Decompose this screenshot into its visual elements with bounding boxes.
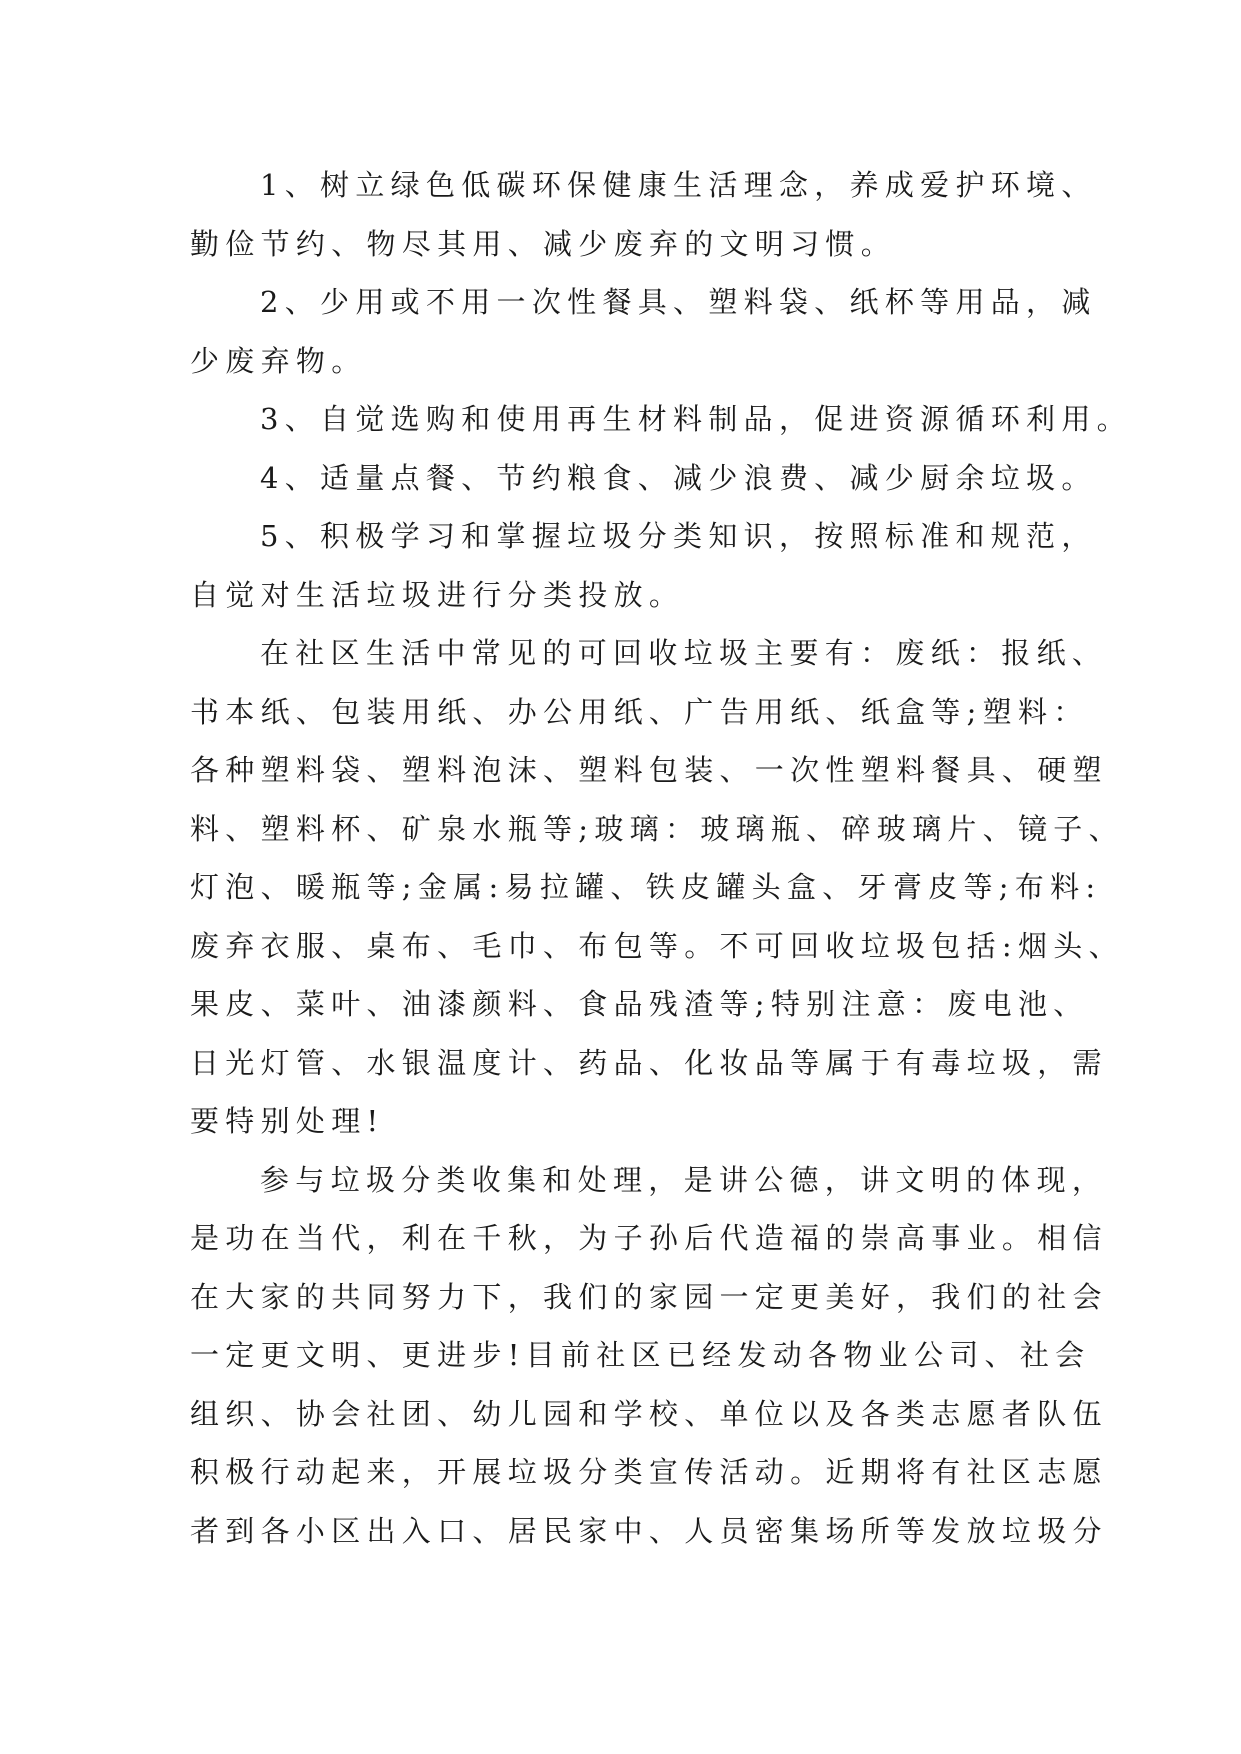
text-line: 各种塑料袋、塑料泡沫、塑料包装、一次性塑料餐具、硬塑 [190,753,1108,787]
closing-paragraph [190,1151,1108,1561]
text-line: 者到各小区出入口、居民家中、人员密集场所等发放垃圾分 [190,1513,1108,1548]
text-line: 参与垃圾分类收集和处理，是讲公德，讲文明的体现， [260,1162,1108,1197]
paragraph-item-2 [190,273,1097,390]
text-line: 4、适量点餐、节约粮食、减少浪费、减少厨余垃圾。 [260,460,1097,495]
paragraph-item-1 [190,156,1097,273]
text-line: 积极行动起来，开展垃圾分类宣传活动。近期将有社区志愿 [190,1455,1108,1489]
text-line: 勤俭节约、物尽其用、减少废弃的文明习惯。 [190,226,897,261]
paragraph-item-4 [190,449,1097,508]
text-line: 组织、协会社团、幼儿园和学校、单位以及各类志愿者队伍 [190,1396,1108,1431]
text-line: 自觉对生活垃圾进行分类投放。 [190,577,685,612]
text-line: 少废弃物。 [190,343,367,378]
paragraph-item-5 [190,507,1097,624]
document-body [190,156,1132,1560]
text-line: 3、自觉选购和使用再生材料制品，促进资源循环利用。 [260,402,1132,436]
text-line: 一定更文明、更进步!目前社区已经发动各物业公司、社会 [190,1338,1091,1372]
text-line: 灯泡、暖瓶等;金属:易拉罐、铁皮罐头盒、牙膏皮等;布料: [190,870,1102,904]
text-line: 1、树立绿色低碳环保健康生活理念，养成爱护环境、 [260,168,1097,202]
text-line: 是功在当代，利在千秋，为子孙后代造福的崇高事业。相信 [190,1221,1108,1255]
text-line: 果皮、菜叶、油漆颜料、食品残渣等;特别注意：废电池、 [190,987,1089,1021]
text-line: 日光灯管、水银温度计、药品、化妆品等属于有毒垃圾，需 [190,1045,1108,1080]
text-line: 废弃衣服、桌布、毛巾、布包等。不可回收垃圾包括:烟头、 [190,928,1124,963]
text-line: 5、积极学习和掌握垃圾分类知识，按照标准和规范， [260,519,1097,553]
recyclables-paragraph [190,624,1124,1151]
text-line: 在社区生活中常见的可回收垃圾主要有：废纸：报纸、 [260,636,1108,670]
text-line: 2、少用或不用一次性餐具、塑料袋、纸杯等用品，减 [260,285,1097,319]
text-line: 要特别处理! [190,1104,385,1138]
text-line: 书本纸、包装用纸、办公用纸、广告用纸、纸盒等;塑料： [190,694,1089,729]
paragraph-item-3 [190,390,1132,449]
text-line: 在大家的共同努力下，我们的家园一定更美好，我们的社会 [190,1279,1108,1314]
text-line: 料、塑料杯、矿泉水瓶等;玻璃：玻璃瓶、碎玻璃片、镜子、 [190,811,1124,846]
